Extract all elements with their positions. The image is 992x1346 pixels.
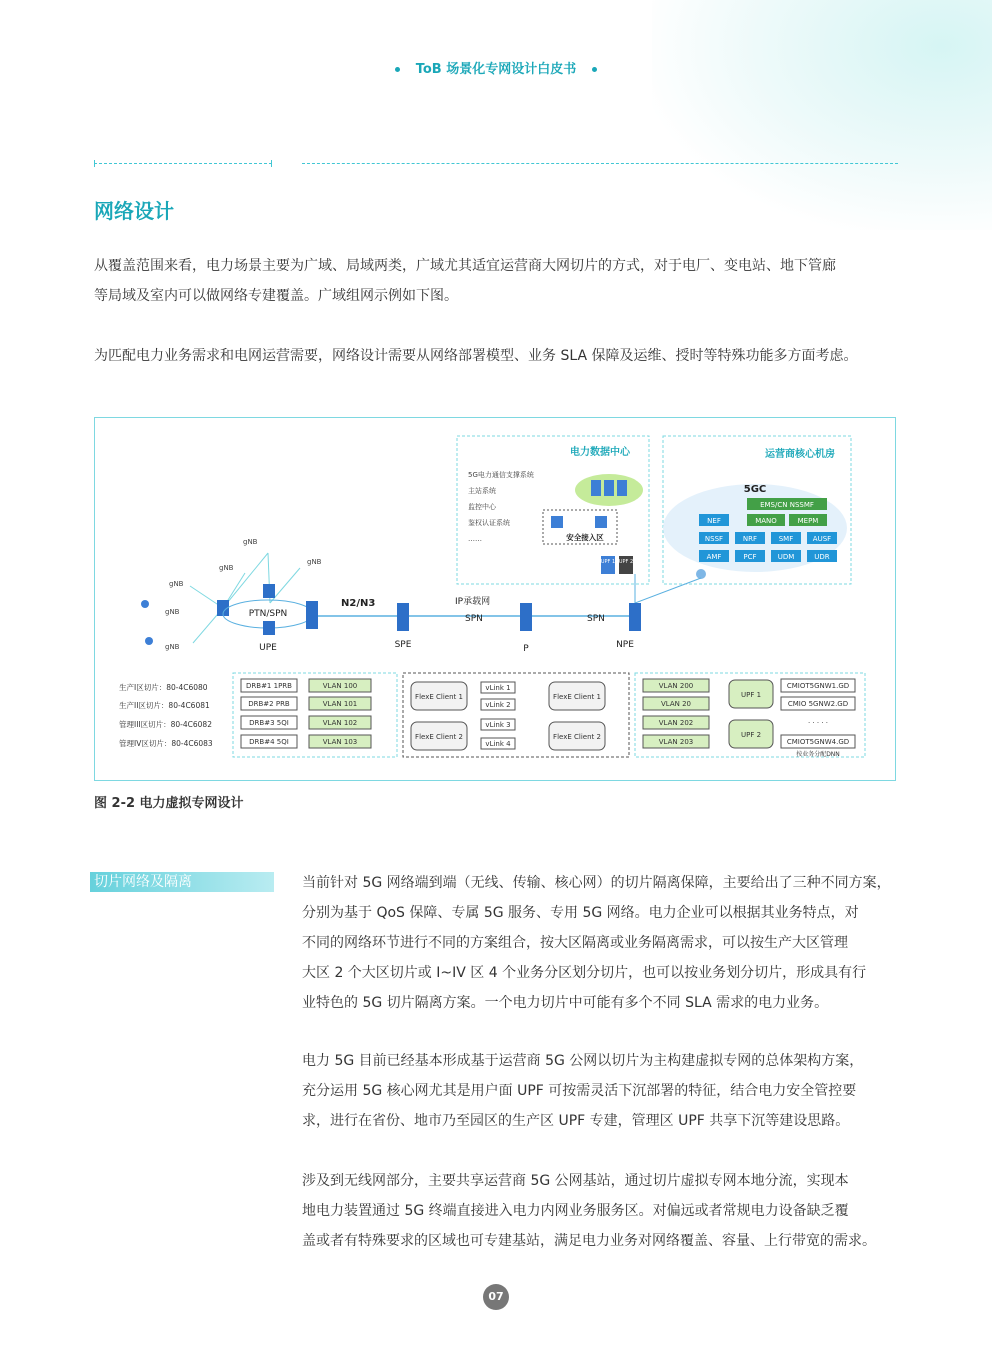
slice-label: 生产I区切片：80-4C6080: [119, 683, 208, 692]
firewall-icon: [696, 569, 706, 579]
nf: NRF: [742, 535, 758, 543]
nf: NEF: [707, 517, 721, 525]
svg-text:FlexE Client 1: FlexE Client 1: [553, 693, 601, 701]
nf: MEPM: [797, 517, 819, 525]
firewall-icon: [595, 516, 607, 528]
figure-caption: 图 2-2 电力虚拟专网设计: [94, 796, 244, 811]
svg-text:VLAN 203: VLAN 203: [658, 738, 694, 746]
header-rule-left: [94, 163, 272, 164]
svg-text:UPF 1: UPF 1: [740, 691, 762, 699]
svg-text:VLAN 20: VLAN 20: [660, 700, 692, 708]
body-paragraph-1: [302, 868, 891, 1018]
text-line: 业特色的 5G 切片隔离方案。一个电力切片中可能有多个不同 SLA 需求的电力业务。: [302, 995, 829, 1011]
terminal-icon: [145, 637, 153, 645]
server-icon: [591, 480, 601, 496]
nf: PCF: [743, 553, 757, 561]
gnb-label: gNB: [219, 564, 234, 572]
text-line: 等局域及室内可以做网络专建覆盖。广域组网示例如下图。: [94, 288, 458, 304]
svg-text:DRB#2 PRB: DRB#2 PRB: [248, 700, 290, 708]
text-line: 当前针对 5G 网络端到端（无线、传输、核心网）的切片隔离保障，主要给出了三种不同方案，: [302, 875, 891, 891]
svg-text:FlexE Client 2: FlexE Client 2: [415, 733, 463, 741]
svg-text:vLink 1: vLink 1: [485, 684, 511, 692]
body-paragraph-2: [302, 1046, 863, 1136]
text-line: 从覆盖范围来看，电力场景主要为广域、局域两类，广域尤其适宜运营商大网切片的方式，对于电厂、变电站、地下管廊: [94, 258, 836, 274]
uplink-line: [635, 578, 701, 603]
dc-item: 主站系统: [468, 487, 496, 495]
svg-text:vLink 4: vLink 4: [485, 740, 511, 748]
nf: NSSF: [704, 535, 724, 543]
dc-title: 电力数据中心: [570, 447, 630, 458]
body-paragraph-3: [302, 1166, 876, 1256]
dc-item: 5G电力通信支撑系统: [468, 471, 534, 479]
svg-text:· · · · ·: · · · · ·: [807, 719, 829, 727]
dc-item: ……: [468, 535, 482, 543]
svg-text:VLAN 202: VLAN 202: [658, 719, 694, 727]
dc-item: 鉴权认证系统: [468, 519, 510, 527]
network-diagram: [95, 418, 895, 780]
gnb-label: gNB: [243, 538, 258, 546]
gnb-label: gNB: [165, 643, 180, 651]
nf: UDR: [814, 553, 830, 561]
text-line: 电力 5G 目前已经基本形成基于运营商 5G 公网以切片为主构建虚拟专网的总体架构方案，: [302, 1053, 864, 1069]
nf: UDM: [777, 553, 795, 561]
node-label: SPE: [394, 640, 412, 650]
nf: AUSF: [812, 535, 832, 543]
network-figure: [94, 417, 896, 781]
page-number: 07: [483, 1284, 509, 1310]
text-line: 不同的网络环节进行不同的方案组合，按大区隔离或业务隔离需求，可以按生产大区管理: [302, 935, 848, 951]
text-line: 盖或者有特殊要求的区域也可专建基站，满足电力业务对网络覆盖、容量、上行带宽的需求。: [302, 1233, 876, 1249]
node-label: PTN/SPN: [248, 609, 288, 619]
svg-text:DRB#3 5QI: DRB#3 5QI: [249, 719, 289, 727]
router-icon: [306, 601, 318, 629]
slice-label: 管理III区切片：80-4C6082: [119, 720, 212, 729]
gnb-label: gNB: [165, 608, 180, 616]
npe-icon: [629, 603, 641, 631]
svg-text:VLAN 103: VLAN 103: [322, 738, 358, 746]
corner-decoration: [652, 0, 992, 230]
header-title: ToB 场景化专网设计白皮书: [415, 62, 577, 77]
upf-label: UPF 2: [618, 559, 634, 565]
dc-item: 监控中心: [468, 503, 496, 511]
p-icon: [520, 603, 532, 631]
upf-label: UPF 1: [600, 559, 616, 565]
subsection-tag: 切片网络及隔离: [90, 872, 274, 892]
text-line: 涉及到无线网部分，主要共享运营商 5G 公网基站，通过切片虚拟专网本地分流，实现本: [302, 1173, 849, 1189]
svg-text:UPF 2: UPF 2: [740, 731, 762, 739]
text-line: 地电力装置通过 5G 终端直接进入电力内网业务服务区。对偏远或者常规电力设备缺乏覆: [302, 1203, 849, 1219]
svg-text:按业务分配DNN: 按业务分配DNN: [796, 751, 840, 758]
svg-text:CMIO 5GNW2.GD: CMIO 5GNW2.GD: [787, 700, 849, 708]
node-label: UPE: [259, 643, 277, 653]
svg-text:VLAN 100: VLAN 100: [322, 682, 358, 690]
svg-text:CMIOT5GNW4.GD: CMIOT5GNW4.GD: [786, 738, 850, 746]
router-icon: [263, 621, 275, 635]
terminal-icon: [141, 600, 149, 608]
intro-paragraph-1: [94, 251, 836, 311]
svg-text:VLAN 101: VLAN 101: [322, 700, 358, 708]
running-header: [0, 58, 992, 77]
node-label: P: [523, 644, 529, 654]
nf: SMF: [778, 535, 794, 543]
nf: EMS/CN NSSMF: [760, 501, 814, 509]
server-icon: [617, 480, 627, 496]
node-label: N2/N3: [341, 598, 376, 609]
nf: MANO: [755, 517, 777, 525]
router-icon: [263, 584, 275, 598]
core-title: 运营商核心机房: [765, 449, 835, 460]
gnb-label: gNB: [307, 558, 322, 566]
slice-label: 生产II区切片：80-4C6081: [119, 701, 210, 710]
svg-text:VLAN 102: VLAN 102: [322, 719, 358, 727]
intro-paragraph-2: 为匹配电力业务需求和电网运营需要，网络设计需要从网络部署模型、业务 SLA 保障及运维、授时等特殊功能多方面考虑。: [94, 348, 858, 364]
gnb-label: gNB: [169, 580, 184, 588]
text-line: 分别为基于 QoS 保障、专属 5G 服务、专用 5G 网络。电力企业可以根据其业务特点，对: [302, 905, 859, 921]
svg-text:DRB#4 5QI: DRB#4 5QI: [249, 738, 289, 746]
node-label: SPN: [465, 614, 483, 624]
nf: AMF: [706, 553, 722, 561]
switch-icon: [551, 516, 563, 528]
spe-icon: [397, 603, 409, 631]
svg-text:VLAN 200: VLAN 200: [658, 682, 694, 690]
text-line: 求，进行在省份、地市乃至园区的生产区 UPF 专建，管理区 UPF 共享下沉等建设思路。: [302, 1113, 850, 1129]
node-label: NPE: [616, 640, 634, 650]
section-title: 网络设计: [94, 199, 174, 223]
text-line: 充分运用 5G 核心网尤其是用户面 UPF 可按需灵活下沉部署的特征，结合电力安全管控要: [302, 1083, 857, 1099]
slice-label: 管理IV区切片：80-4C6083: [119, 739, 213, 748]
svg-text:FlexE Client 1: FlexE Client 1: [415, 693, 463, 701]
svg-text:vLink 2: vLink 2: [485, 701, 511, 709]
header-rule-right: [302, 163, 898, 164]
secure-zone-label: 安全接入区: [566, 533, 604, 542]
node-label: SPN: [587, 614, 605, 624]
svg-text:DRB#1 1PRB: DRB#1 1PRB: [246, 682, 292, 690]
core-5gc: 5GC: [743, 484, 767, 495]
text-line: 大区 2 个大区切片或 I~IV 区 4 个业务分区划分切片，也可以按业务划分切片，形成具有行: [302, 965, 867, 981]
svg-text:CMIOT5GNW1.GD: CMIOT5GNW1.GD: [786, 682, 850, 690]
svg-text:vLink 3: vLink 3: [485, 721, 511, 729]
node-label: IP承载网: [455, 597, 491, 607]
server-icon: [604, 480, 614, 496]
svg-text:FlexE Client 2: FlexE Client 2: [553, 733, 601, 741]
